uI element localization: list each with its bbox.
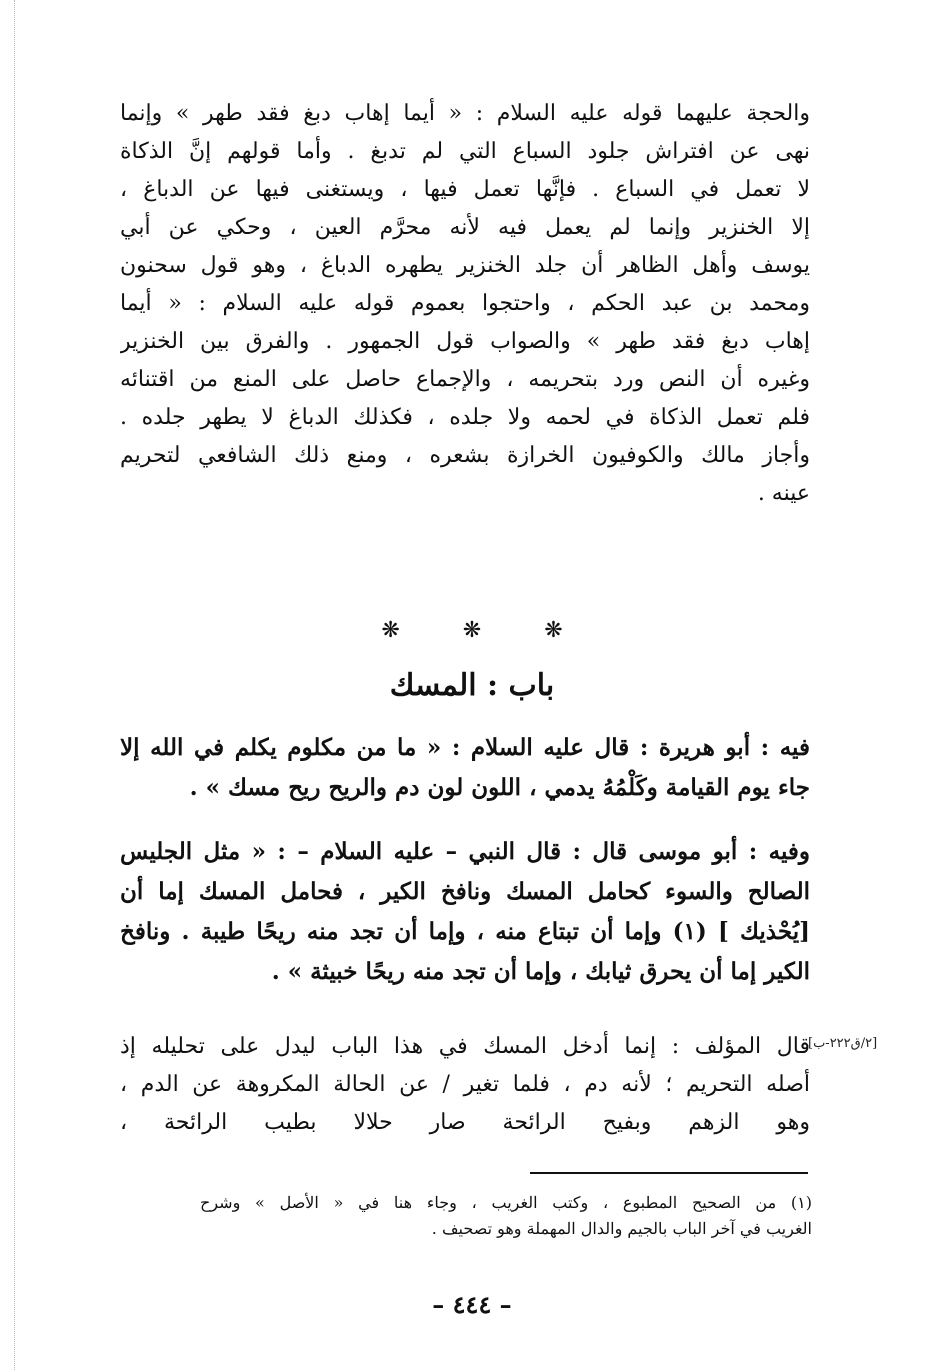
footnote-line: الغريب في آخر الباب بالجيم والدال المهملة وهو تصحيف . xyxy=(431,1219,812,1238)
chapter-title: باب : المسك xyxy=(389,668,555,703)
text-line: يوسف وأهل الظاهر أن جلد الخنزير يطهره الدباغ ، وهو قول سحنون xyxy=(120,253,810,278)
footnote xyxy=(200,1190,812,1242)
paragraph-intro xyxy=(120,95,810,513)
section-separator xyxy=(0,618,944,643)
text-line: فيه : أبو هريرة : قال عليه السلام : « ما من مكلوم يكلم في الله إلا xyxy=(120,734,810,761)
text-line: وغيره أن النص ورد بتحريمه ، والإجماع حاصل على المنع من اقتنائه xyxy=(120,367,810,392)
page-number: – ٤٤٤ – xyxy=(432,1290,512,1319)
star-ornament-icon: ❋ xyxy=(462,618,482,643)
paragraph-author-comment xyxy=(120,1028,810,1142)
text-line: والحجة عليهما قوله عليه السلام : « أيما إهاب دبغ فقد طهر » وإنما xyxy=(120,101,810,126)
text-line: إهاب دبغ فقد طهر » والصواب قول الجمهور . والفرق بين الخنزير xyxy=(120,329,810,354)
text-line: عينه . xyxy=(757,481,810,506)
text-line: لا تعمل في السباع . فإنَّها تعمل فيها ، ويستغنى فيها عن الدباغ ، xyxy=(120,177,810,202)
star-ornament-icon: ❋ xyxy=(381,618,400,643)
text-line: وفيه : أبو موسى قال : قال النبي – عليه السلام – : « مثل الجليس xyxy=(120,838,810,865)
text-line: إلا الخنزير وإنما لم يعمل فيه لأنه محرَّم العين ، وحكي عن أبي xyxy=(120,215,810,240)
text-line: نهى عن افتراش جلود السباع التي لم تدبغ . وأما قولهم إنَّ الذكاة xyxy=(120,139,810,164)
text-line: فلم تعمل الذكاة في لحمه ولا جلده ، فكذلك الدباغ لا يطهر جلده . xyxy=(120,405,810,430)
star-ornament-icon: ❋ xyxy=(544,618,563,643)
text-line: أصله التحريم ؛ لأنه دم ، فلما تغير / عن الحالة المكروهة عن الدم ، xyxy=(120,1072,810,1097)
footnote-divider xyxy=(530,1172,808,1174)
footnote-line: (١) من الصحيح المطبوع ، وكتب الغريب ، وجاء هنا في « الأصل » وشرح xyxy=(200,1193,812,1212)
text-line: [يُحْذيك ] (١) وإما أن تبتاع منه ، وإما أن تجد منه ريحًا طيبة . ونافخ xyxy=(120,918,810,945)
text-line: قال المؤلف : إنما أدخل المسك في هذا الباب ليدل على تحليله إذ xyxy=(120,1034,810,1059)
text-line: الصالح والسوء كحامل المسك ونافخ الكير ، فحامل المسك إما أن xyxy=(120,878,810,905)
text-line: الكير إما أن يحرق ثيابك ، وإما أن تجد منه ريحًا خبيثة » . xyxy=(271,958,810,985)
text-line: ومحمد بن عبد الحكم ، واحتجوا بعموم قوله عليه السلام : « أيما xyxy=(120,291,810,316)
hadith-abu-musa xyxy=(120,832,810,992)
text-line: وهو الزهم وبفيح الرائحة صار حلالا بطيب الرائحة ، xyxy=(120,1110,810,1135)
text-line: وأجاز مالك والكوفيون الخرازة بشعره ، ومنع ذلك الشافعي لتحريم xyxy=(120,443,810,468)
manuscript-folio-reference: [٢/ق٢٢٢-ب] xyxy=(808,1036,878,1051)
hadith-abu-hurayra xyxy=(120,728,810,808)
text-line: جاء يوم القيامة وكَلْمُهُ يدمي ، اللون لون دم والريح ريح مسك » . xyxy=(189,774,810,801)
